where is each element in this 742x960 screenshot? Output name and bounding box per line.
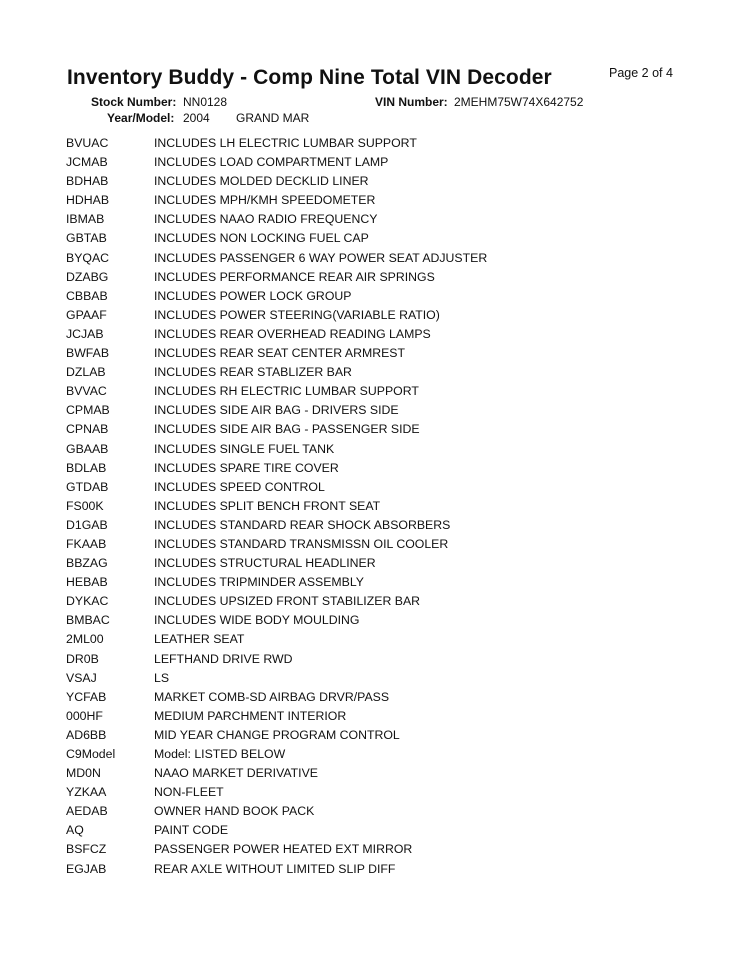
option-row	[66, 153, 706, 172]
option-code: AEDAB	[66, 804, 108, 819]
model-value: GRAND MAR	[236, 111, 310, 125]
option-description: INCLUDES SPLIT BENCH FRONT SEAT	[154, 498, 381, 513]
option-code: DR0B	[66, 651, 99, 666]
option-description: INCLUDES SPARE TIRE COVER	[154, 460, 339, 475]
option-row	[66, 229, 706, 248]
option-description: INCLUDES STRUCTURAL HEADLINER	[154, 556, 376, 571]
option-description: INCLUDES UPSIZED FRONT STABILIZER BAR	[154, 594, 421, 609]
option-row	[66, 459, 706, 478]
option-description: INCLUDES SIDE AIR BAG - DRIVERS SIDE	[154, 403, 399, 418]
option-code: GBAAB	[66, 441, 109, 456]
option-row	[66, 745, 706, 764]
option-code: BVUAC	[66, 136, 109, 150]
option-row	[66, 516, 706, 535]
option-description: INCLUDES REAR OVERHEAD READING LAMPS	[154, 326, 431, 341]
option-description: NON-FLEET	[154, 785, 224, 800]
page-title: Inventory Buddy - Comp Nine Total VIN Decoder	[67, 66, 552, 89]
option-description: MEDIUM PARCHMENT INTERIOR	[154, 708, 347, 723]
option-row	[66, 363, 706, 382]
option-description: INCLUDES MPH/KMH SPEEDOMETER	[154, 193, 376, 208]
option-row	[66, 592, 706, 611]
option-code: BWFAB	[66, 346, 110, 361]
option-row	[66, 554, 706, 573]
option-row	[66, 611, 706, 630]
option-code: IBMAB	[66, 212, 105, 227]
option-code-list	[66, 134, 706, 879]
option-code: JCMAB	[66, 155, 108, 170]
option-description: INCLUDES NAAO RADIO FREQUENCY	[154, 212, 378, 227]
option-row	[66, 134, 706, 153]
option-description: MID YEAR CHANGE PROGRAM CONTROL	[154, 727, 400, 742]
option-row	[66, 726, 706, 745]
option-row	[66, 249, 706, 268]
option-description: INCLUDES POWER LOCK GROUP	[154, 288, 352, 303]
option-code: HEBAB	[66, 575, 108, 590]
option-code: FKAAB	[66, 536, 107, 551]
option-description: REAR AXLE WITHOUT LIMITED SLIP DIFF	[154, 861, 396, 876]
option-row	[66, 268, 706, 287]
option-row	[66, 783, 706, 802]
option-row	[66, 821, 706, 840]
option-code: YCFAB	[66, 689, 107, 704]
option-code: BDHAB	[66, 174, 109, 189]
option-row	[66, 210, 706, 229]
option-description: INCLUDES SINGLE FUEL TANK	[154, 441, 335, 456]
year-model-label: Year/Model:	[107, 111, 175, 125]
option-code: EGJAB	[66, 861, 107, 876]
option-description: OWNER HAND BOOK PACK	[154, 804, 315, 819]
option-code: CPMAB	[66, 403, 110, 418]
option-description: INCLUDES WIDE BODY MOULDING	[154, 613, 360, 628]
option-code: HDHAB	[66, 193, 110, 208]
option-description: INCLUDES SIDE AIR BAG - PASSENGER SIDE	[154, 422, 420, 437]
option-description: INCLUDES LOAD COMPARTMENT LAMP	[154, 155, 389, 170]
option-code: AD6BB	[66, 727, 107, 742]
option-code: BDLAB	[66, 460, 107, 475]
option-code: D1GAB	[66, 517, 108, 532]
option-description: INCLUDES STANDARD TRANSMISSN OIL COOLER	[154, 536, 449, 551]
option-code: VSAJ	[66, 670, 97, 685]
option-code: YZKAA	[66, 785, 107, 800]
option-row	[66, 535, 706, 554]
option-row	[66, 440, 706, 459]
option-row	[66, 325, 706, 344]
option-row	[66, 401, 706, 420]
option-code: DZLAB	[66, 365, 106, 380]
option-code: 000HF	[66, 708, 103, 723]
stock-number-label: Stock Number:	[91, 95, 177, 109]
option-code: BYQAC	[66, 250, 110, 265]
option-description: INCLUDES MOLDED DECKLID LINER	[154, 174, 369, 189]
stock-number-value: NN0128	[183, 95, 228, 109]
option-row	[66, 382, 706, 401]
option-description: INCLUDES PERFORMANCE REAR AIR SPRINGS	[154, 269, 435, 284]
option-code: C9Model	[66, 747, 116, 761]
option-code: CBBAB	[66, 288, 108, 303]
option-description: PAINT CODE	[154, 823, 229, 838]
option-description: INCLUDES STANDARD REAR SHOCK ABSORBERS	[154, 517, 451, 532]
option-description: INCLUDES REAR STABLIZER BAR	[154, 365, 352, 380]
option-row	[66, 172, 706, 191]
option-code: DZABG	[66, 269, 109, 284]
option-row	[66, 802, 706, 821]
option-row	[66, 344, 706, 363]
option-row	[66, 497, 706, 516]
option-row	[66, 420, 706, 439]
option-code: BVVAC	[66, 384, 107, 399]
option-description: INCLUDES LH ELECTRIC LUMBAR SUPPORT	[154, 136, 417, 150]
option-code: 2ML00	[66, 632, 104, 647]
option-row	[66, 191, 706, 210]
option-description: LEATHER SEAT	[154, 632, 245, 647]
option-code: DYKAC	[66, 594, 109, 609]
page-number: Page 2 of 4	[609, 66, 673, 80]
option-code: JCJAB	[66, 326, 104, 341]
option-description: NAAO MARKET DERIVATIVE	[154, 766, 318, 781]
option-row	[66, 306, 706, 325]
option-row	[66, 840, 706, 859]
option-code: BMBAC	[66, 613, 110, 628]
option-row	[66, 630, 706, 649]
option-row	[66, 669, 706, 688]
option-code: BBZAG	[66, 556, 108, 571]
option-description: INCLUDES TRIPMINDER ASSEMBLY	[154, 575, 365, 590]
option-row	[66, 650, 706, 669]
option-code: BSFCZ	[66, 842, 107, 857]
option-code: FS00K	[66, 498, 104, 513]
option-row	[66, 573, 706, 592]
option-description: Model: LISTED BELOW	[154, 747, 286, 761]
option-description: INCLUDES PASSENGER 6 WAY POWER SEAT ADJUSTER	[154, 250, 488, 265]
option-row	[66, 764, 706, 783]
year-value: 2004	[183, 111, 210, 125]
option-row	[66, 478, 706, 497]
vin-number-value: 2MEHM75W74X642752	[454, 95, 584, 109]
option-code: MD0N	[66, 766, 101, 781]
option-description: PASSENGER POWER HEATED EXT MIRROR	[154, 842, 413, 857]
option-code: GBTAB	[66, 231, 107, 246]
option-code: CPNAB	[66, 422, 109, 437]
option-row	[66, 287, 706, 306]
option-description: INCLUDES REAR SEAT CENTER ARMREST	[154, 346, 405, 361]
option-row	[66, 860, 706, 879]
option-row	[66, 707, 706, 726]
option-description: LEFTHAND DRIVE RWD	[154, 651, 293, 666]
option-description: INCLUDES SPEED CONTROL	[154, 479, 325, 494]
option-code: GPAAF	[66, 307, 107, 322]
option-description: INCLUDES POWER STEERING(VARIABLE RATIO)	[154, 307, 440, 322]
option-code: AQ	[66, 823, 84, 838]
option-description: INCLUDES RH ELECTRIC LUMBAR SUPPORT	[154, 384, 419, 399]
option-code: GTDAB	[66, 479, 109, 494]
option-description: INCLUDES NON LOCKING FUEL CAP	[154, 231, 369, 246]
vin-number-label: VIN Number:	[375, 95, 448, 109]
option-description: LS	[154, 670, 170, 685]
option-description: MARKET COMB-SD AIRBAG DRVR/PASS	[154, 689, 390, 704]
option-row	[66, 688, 706, 707]
